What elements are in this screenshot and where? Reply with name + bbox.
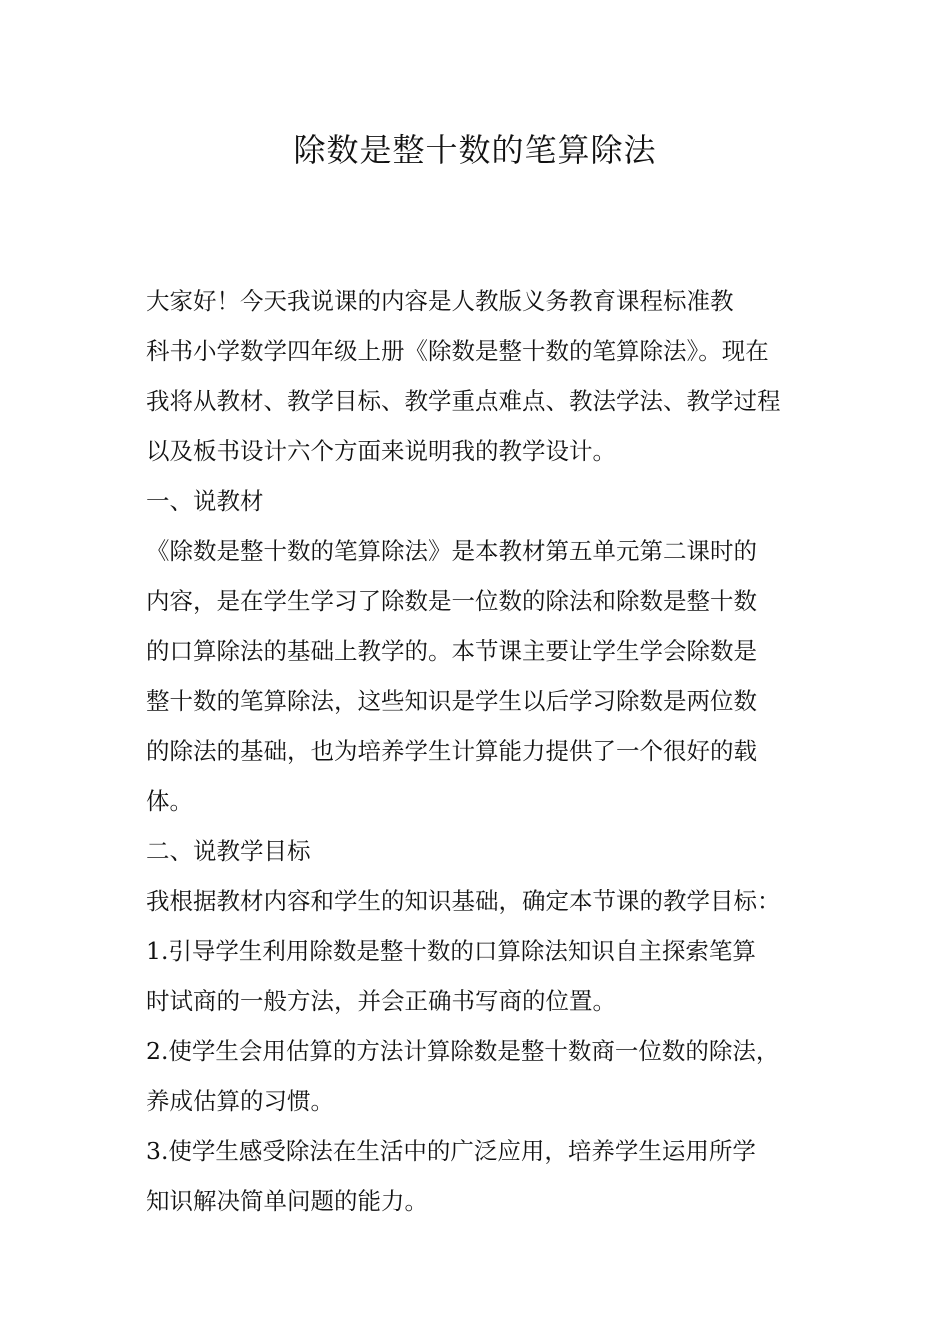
body-line-textbook-3: 的口算除法的基础上教学的。本节课主要让学生学会除数是 bbox=[146, 637, 757, 665]
goal-item-1-line-2: 时试商的一般方法，并会正确书写商的位置。 bbox=[146, 987, 616, 1015]
body-line-textbook-5: 的除法的基础，也为培养学生计算能力提供了一个很好的载 bbox=[146, 737, 757, 765]
section-heading-goals: 二、说教学目标 bbox=[146, 837, 311, 865]
section-heading-textbook: 一、说教材 bbox=[146, 487, 264, 515]
body-line-textbook-2: 内容，是在学生学习了除数是一位数的除法和除数是整十数 bbox=[146, 587, 757, 615]
goal-item-3-line-2: 知识解决简单问题的能力。 bbox=[146, 1187, 428, 1215]
goal-item-2-line-1: 2.使学生会用估算的方法计算除数是整十数商一位数的除法， bbox=[146, 1037, 780, 1065]
document-title: 除数是整十数的笔算除法 bbox=[293, 131, 657, 169]
goal-item-1-line-1: 1.引导学生利用除数是整十数的口算除法知识自主探索笔算 bbox=[146, 937, 756, 965]
goal-item-2-line-2: 养成估算的习惯。 bbox=[146, 1087, 334, 1115]
body-line-textbook-4: 整十数的笔算除法，这些知识是学生以后学习除数是两位数 bbox=[146, 687, 757, 715]
body-line-intro-1: 大家好！今天我说课的内容是人教版义务教育课程标准教 bbox=[146, 287, 734, 315]
body-line-intro-2: 科书小学数学四年级上册《除数是整十数的笔算除法》。现在 bbox=[146, 337, 769, 365]
body-line-goals-intro: 我根据教材内容和学生的知识基础，确定本节课的教学目标： bbox=[146, 887, 781, 915]
document-body bbox=[146, 276, 826, 1226]
body-line-textbook-1: 《除数是整十数的笔算除法》是本教材第五单元第二课时的 bbox=[146, 537, 757, 565]
body-line-textbook-6: 体。 bbox=[146, 787, 193, 815]
body-line-intro-4: 以及板书设计六个方面来说明我的教学设计。 bbox=[146, 437, 616, 465]
body-line-intro-3: 我将从教材、教学目标、教学重点难点、教法学法、教学过程 bbox=[146, 387, 781, 415]
goal-item-3-line-1: 3.使学生感受除法在生活中的广泛应用，培养学生运用所学 bbox=[146, 1137, 756, 1165]
